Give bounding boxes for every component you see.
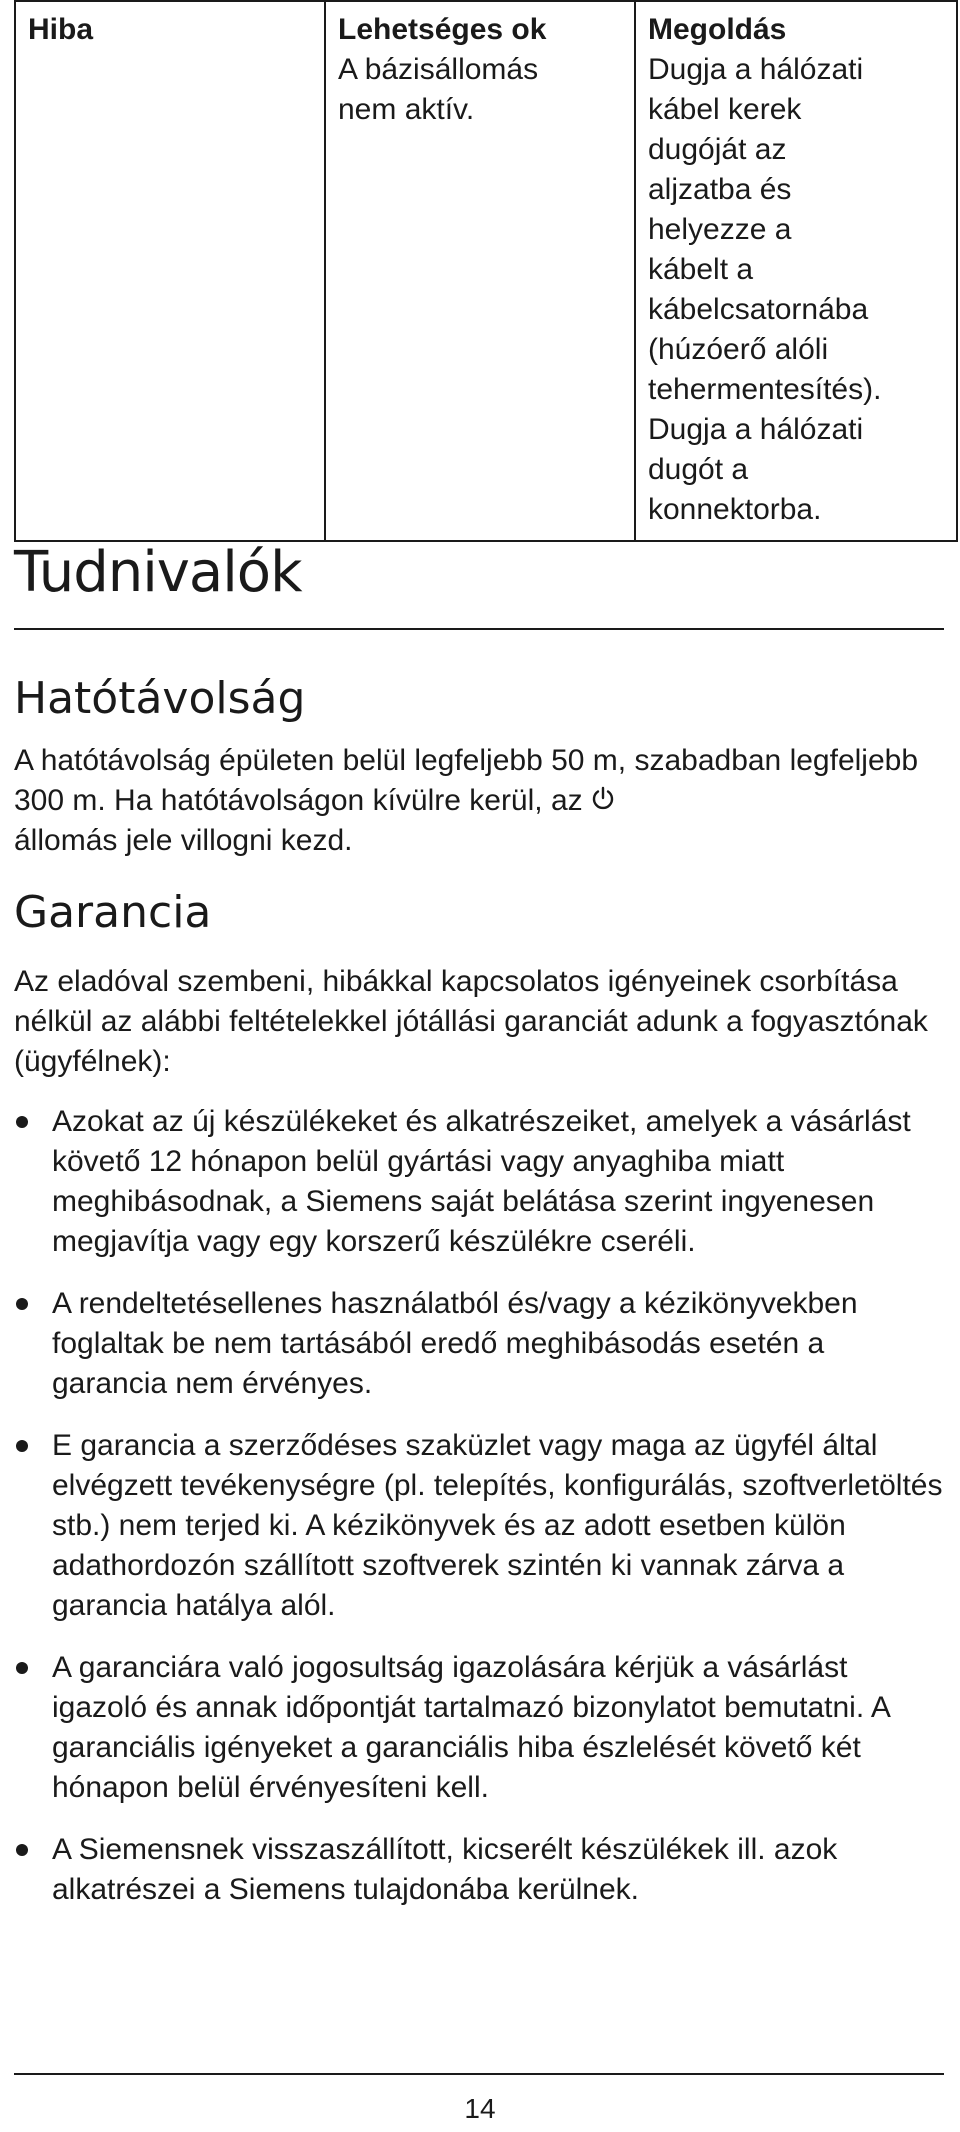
bullet-icon <box>16 1116 28 1128</box>
cell-fault <box>15 50 325 541</box>
table-header-row <box>15 1 957 50</box>
range-heading: Hatótávolság <box>14 673 306 724</box>
bullet-icon <box>16 1440 28 1452</box>
page-number: 14 <box>464 2093 496 2124</box>
header-solution: Megoldás <box>635 1 957 50</box>
section-title: Tudnivalók <box>14 540 302 605</box>
cell-solution: Dugja a hálózati kábel kerek dugóját az aljzatba és helyezze a kábelt a kábelcsatornába (húzóerő alóli tehermentesítés). Dugja a hálózati dugót a konnektorba. <box>635 50 957 541</box>
range-text-before-icon: A hatótávolság épületen belül legfeljebb 50 m, szabadban legfeljebb 300 m. Ha hatótávolságon kívülre kerül, az <box>14 744 919 817</box>
list-item: E garancia a szerződéses szaküzlet vagy maga az ügyfél által elvégzett tevékenységre (pl. telepítés, konfigurálás, szoftverletöltés stb.) nem terjed ki. A kézikönyvek és az adott esetben külön adathordozón szállított szoftverek szintén ki vannak zárva a garancia hatálya alól. <box>14 1426 944 1626</box>
bullet-icon <box>16 1298 28 1310</box>
range-text-after-icon: állomás jele villogni kezd. <box>14 824 353 857</box>
range-paragraph <box>14 741 944 861</box>
warranty-intro: Az eladóval szembeni, hibákkal kapcsolatos igényeinek csorbítása nélkül az alábbi feltételekkel jótállási garanciát adunk a fogyasztónak (ügyfélnek): <box>14 965 928 1078</box>
list-item: Azokat az új készülékeket és alkatrészeiket, amelyek a vásárlást követő 12 hónapon belül gyártási vagy anyaghiba miatt meghibásodnak, a Siemens saját belátása szerint ingyenesen megjavítja vagy egy korszerű készülékre cseréli. <box>14 1102 944 1262</box>
footer-divider <box>14 2073 944 2075</box>
section-divider <box>14 628 944 630</box>
list-item: A garanciára való jogosultság igazolására kérjük a vásárlást igazoló és annak időpontját tartalmazó bizonylatot bemutatni. A garanciális igényeket a garanciális hiba észlelését követő két hónapon belül érvényesíteni kell. <box>14 1648 944 1808</box>
cell-cause: A bázisállomás nem aktív. <box>325 50 635 541</box>
warranty-heading: Garancia <box>14 887 212 938</box>
troubleshooting-table <box>14 0 958 542</box>
header-cause: Lehetséges ok <box>325 1 635 50</box>
bullet-icon <box>16 1662 28 1674</box>
power-icon <box>591 783 615 809</box>
warranty-list <box>14 1102 944 1932</box>
list-item: A rendeltetésellenes használatból és/vagy a kézikönyvekben foglaltak be nem tartásából eredő meghibásodás esetén a garancia nem érvényes. <box>14 1284 944 1404</box>
table-row <box>15 50 957 541</box>
list-item: A Siemensnek visszaszállított, kicserélt készülékek ill. azok alkatrészei a Siemens tulajdonába kerülnek. <box>14 1830 944 1910</box>
bullet-icon <box>16 1844 28 1856</box>
header-fault: Hiba <box>15 1 325 50</box>
